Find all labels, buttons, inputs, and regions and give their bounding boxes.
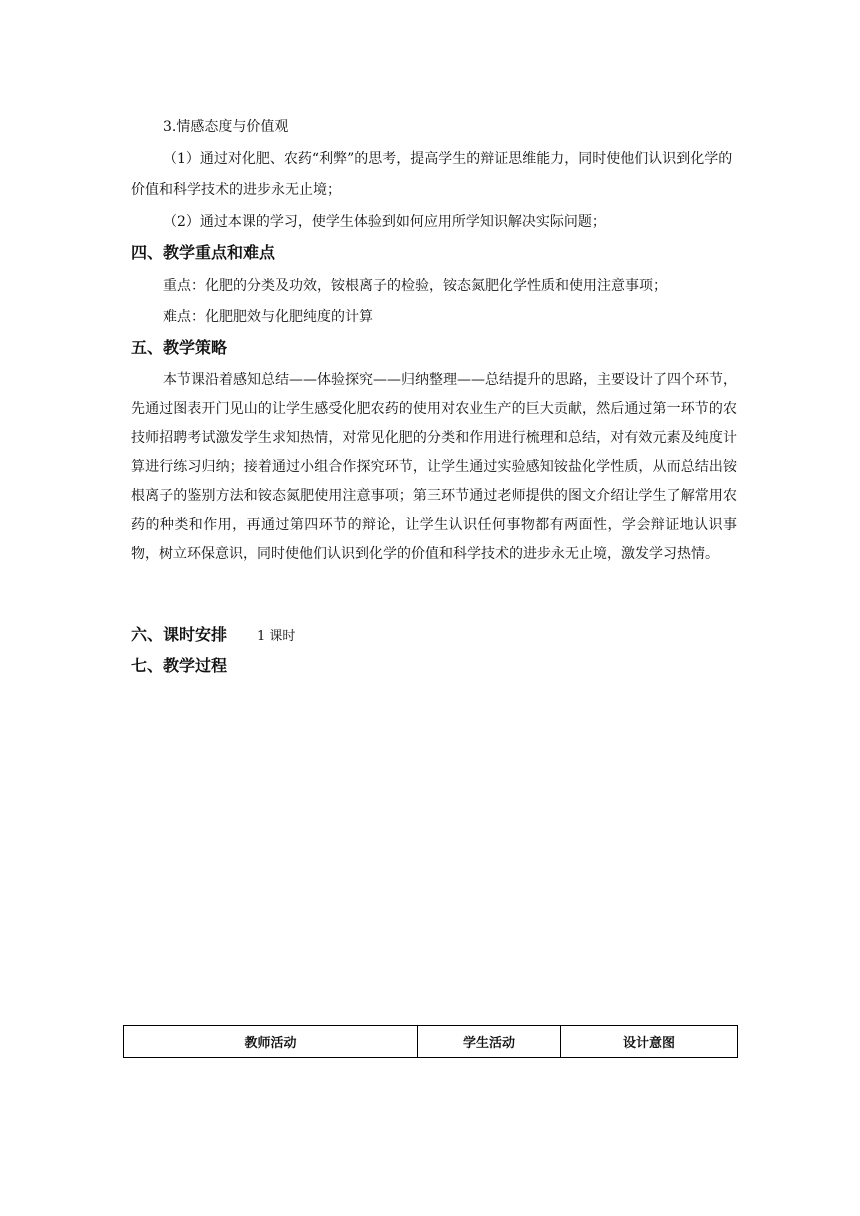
section3-item1: （1）通过对化肥、农药“利弊”的思考，提高学生的辩证思维能力，同时使他们认识到化学的价值和科学技术的进步永无止境； — [131, 151, 733, 198]
section3-item2: （2）通过本课的学习，使学生体验到如何应用所学知识解决实际问题； — [163, 214, 606, 230]
header-teacher-activity: 教师活动 — [124, 1026, 418, 1057]
section5-heading: 五、教学策略 — [131, 338, 228, 357]
section7-heading: 七、教学过程 — [131, 656, 228, 675]
strategy-paragraph: 本节课沿着感知总结——体验探究——归纳整理——总结提升的思路，主要设计了四个环节，先通过图表开门见山的让学生感受化肥农药的使用对农业生产的巨大贡献，然后通过第一环节的农技师招聘考试激发学生求知热情，对常见化肥的分类和作用进行梳理和总结，对有效元素及纯度计算进行练习归纳；接着通过小组合作探究环节，让学生通过实验感知铵盐化学性质，从而总结出铵根离子的鉴别方法和铵态氮肥使用注意事项；第三环节通过老师提供的图文介绍让学生了解常用农药的种类和作用，再通过第四环节的辩论，让学生认识任何事物都有两面性，学会辩证地认识事物，树立环保意识，同时使他们认识到化学的价值和科学技术的进步永无止境，激发学习热情。 — [131, 372, 737, 562]
lesson-hours: 1 课时 — [257, 629, 296, 644]
header-student-activity: 学生活动 — [418, 1026, 561, 1057]
header-design-intent: 设计意图 — [622, 1036, 675, 1051]
process-table-header — [123, 1025, 738, 1058]
section3-title: 3.情感态度与价值观 — [163, 119, 289, 135]
difficulty: 难点：化肥肥效与化肥纯度的计算 — [163, 309, 373, 325]
section4-heading: 四、教学重点和难点 — [131, 243, 276, 262]
section6-title: 六、课时安排 — [131, 625, 228, 644]
key-point: 重点：化肥的分类及功效，铵根离子的检验，铵态氮肥化学性质和使用注意事项； — [163, 278, 667, 294]
section6-heading — [131, 623, 295, 649]
